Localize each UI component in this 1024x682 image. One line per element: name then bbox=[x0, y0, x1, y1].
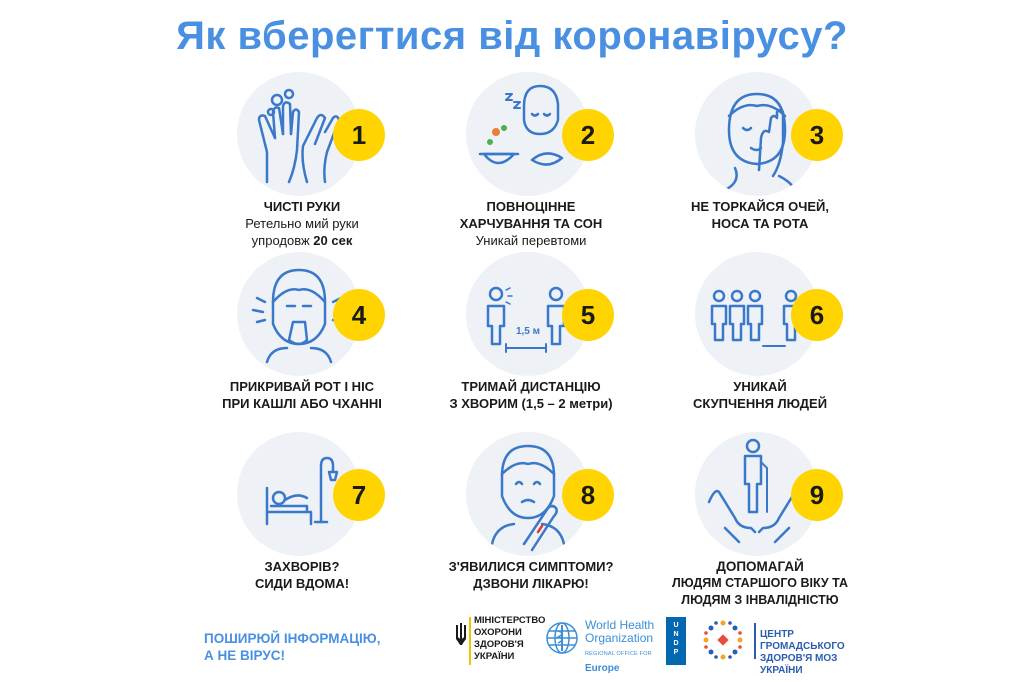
tip-7-title-line-2: СИДИ ВДОМА! bbox=[254, 576, 350, 591]
public-health-center-name-line-1: ЦЕНТР ГРОМАДСЬКОГО bbox=[760, 629, 845, 652]
tip-card-7 bbox=[187, 432, 417, 607]
tip-9-title: ДОПОМАГАЙ bbox=[716, 559, 804, 574]
tip-1-subtitle: Ретельно мий руки bbox=[245, 216, 359, 231]
tip-7-title-line-1: ЗАХВОРІВ? bbox=[264, 559, 340, 574]
tip-card-1 bbox=[187, 72, 417, 247]
tip-6-caption bbox=[645, 378, 875, 412]
tip-card-9 bbox=[645, 432, 875, 607]
tip-1-duration: 20 сек bbox=[313, 233, 353, 248]
tip-9-subtitle-line-2: ЛЮДЯМ З ІНВАЛІДНІСТЮ bbox=[681, 593, 839, 607]
tip-2-number-badge: 2 bbox=[562, 109, 614, 161]
tip-1-caption bbox=[187, 198, 417, 249]
tip-7-caption bbox=[187, 558, 417, 592]
tip-8-number-badge: 8 bbox=[562, 469, 614, 521]
tip-9-number-badge: 9 bbox=[791, 469, 843, 521]
undp-badge bbox=[666, 617, 686, 665]
tip-card-8 bbox=[416, 432, 646, 607]
undp-logo bbox=[666, 615, 686, 671]
tip-card-3 bbox=[645, 72, 875, 247]
tip-card-6 bbox=[645, 252, 875, 427]
share-slogan bbox=[204, 630, 380, 664]
tip-6-title-line-1: УНИКАЙ bbox=[733, 379, 787, 394]
tip-3-caption bbox=[645, 198, 875, 232]
tip-3-title-line-2: НОСА ТА РОТА bbox=[711, 216, 809, 231]
tip-card-5 bbox=[416, 252, 646, 427]
tip-8-caption bbox=[416, 558, 646, 592]
undp-letter-n: N bbox=[673, 631, 679, 638]
tip-4-caption bbox=[187, 378, 417, 412]
tip-1-subtitle-2 bbox=[187, 232, 417, 249]
who-europe-logo bbox=[543, 615, 658, 674]
tip-5-number-badge: 5 bbox=[562, 289, 614, 341]
public-health-center-logo bbox=[700, 615, 870, 676]
share-slogan-line-2: А НЕ ВІРУС! bbox=[204, 648, 285, 663]
tip-5-distance-label: 1,5 м bbox=[515, 326, 541, 337]
tip-2-caption bbox=[416, 198, 646, 249]
undp-letter-u: U bbox=[673, 622, 679, 629]
tip-3-title-line-1: НЕ ТОРКАЙСЯ ОЧЕЙ, bbox=[691, 199, 829, 214]
who-name bbox=[585, 619, 654, 675]
public-health-center-divider bbox=[754, 623, 756, 659]
tip-3-number-badge: 3 bbox=[791, 109, 843, 161]
tip-card-4 bbox=[187, 252, 417, 427]
tip-9-caption bbox=[645, 558, 875, 609]
moz-divider bbox=[469, 617, 471, 665]
who-emblem-icon bbox=[543, 619, 581, 657]
moz-name-line-3: ЗДОРОВ'Я bbox=[474, 639, 524, 650]
share-slogan-line-1: ПОШИРЮЙ ІНФОРМАЦІЮ, bbox=[204, 631, 381, 646]
who-name-line-1: World Health bbox=[585, 618, 655, 632]
public-health-center-name bbox=[760, 629, 870, 677]
tip-1-number-badge: 1 bbox=[333, 109, 385, 161]
tip-4-number-badge: 4 bbox=[333, 289, 385, 341]
tip-4-title-line-1: ПРИКРИВАЙ РОТ І НІС bbox=[229, 379, 375, 394]
tip-5-title-line-2: З ХВОРИМ (1,5 – 2 метри) bbox=[449, 396, 613, 411]
who-europe: Europe bbox=[585, 663, 620, 674]
public-health-center-name-line-2: ЗДОРОВ'Я МОЗ УКРАЇНИ bbox=[760, 653, 838, 676]
moz-logo bbox=[455, 615, 546, 671]
tip-8-title-line-1: З'ЯВИЛИСЯ СИМПТОМИ? bbox=[448, 559, 614, 574]
moz-name-line-4: УКРАЇНИ bbox=[474, 651, 515, 662]
tip-5-caption bbox=[416, 378, 646, 412]
tip-card-2 bbox=[416, 72, 646, 247]
tip-2-subtitle: Уникай перевтоми bbox=[475, 233, 587, 248]
moz-name bbox=[474, 615, 545, 663]
tip-2-title-line-1: ПОВНОЦІННЕ bbox=[486, 199, 576, 214]
trident-icon bbox=[455, 623, 467, 647]
public-health-center-emblem-icon bbox=[700, 617, 746, 663]
tip-6-number-badge: 6 bbox=[791, 289, 843, 341]
tip-8-title-line-2: ДЗВОНИ ЛІКАРЮ! bbox=[473, 576, 589, 591]
tip-5-title-line-1: ТРИМАЙ ДИСТАНЦІЮ bbox=[461, 379, 601, 394]
tip-1-title: ЧИСТІ РУКИ bbox=[263, 199, 341, 214]
undp-letter-p: P bbox=[673, 649, 679, 656]
moz-name-line-2: ОХОРОНИ bbox=[474, 627, 522, 638]
tip-6-title-line-2: СКУПЧЕННЯ ЛЮДЕЙ bbox=[692, 396, 828, 411]
page-title: Як вберегтися від коронавірусу? bbox=[176, 14, 848, 58]
moz-name-line-1: МІНІСТЕРСТВО bbox=[474, 615, 546, 626]
undp-letter-d: D bbox=[673, 640, 679, 647]
tip-4-title-line-2: ПРИ КАШЛІ АБО ЧХАННІ bbox=[222, 396, 382, 411]
tip-7-number-badge: 7 bbox=[333, 469, 385, 521]
tip-1-subtitle-2-text: упродовж bbox=[251, 233, 314, 248]
tip-2-title-line-2: ХАРЧУВАННЯ ТА СОН bbox=[459, 216, 603, 231]
tip-9-subtitle-line-1: ЛЮДЯМ СТАРШОГО ВІКУ ТА bbox=[671, 576, 849, 590]
who-regional-office: REGIONAL OFFICE FOR bbox=[585, 651, 652, 657]
who-name-line-2: Organization bbox=[585, 631, 654, 645]
